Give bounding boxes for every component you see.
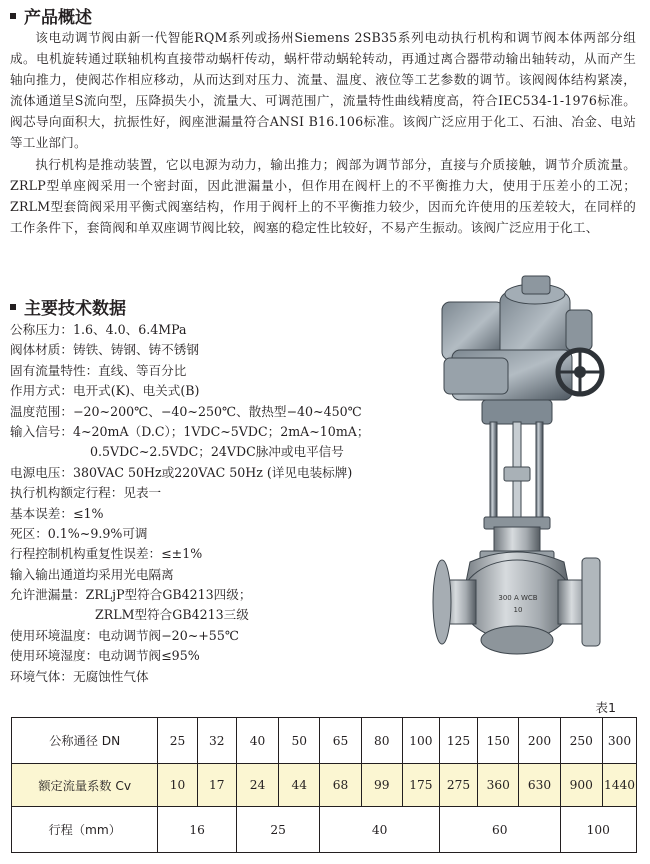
spec-item: 阀体材质：铸铁、铸钢、铸不锈钢 [10,342,199,358]
spec-item: 使用环境湿度：电动调节阀≤95% [10,648,200,664]
spec-item: 公称压力：1.6、4.0、6.4MPa [10,322,187,337]
table-header-dn: 公称通径 DN [12,718,158,764]
spec-item: 死区：0.1%~9.9%可调 [10,525,148,541]
overview-paragraph-1: 该电动调节阀由新一代智能RQM系列或扬州Siemens 2SB35系列电动执行机构和调节阀本体两部分组成。电机旋转通过联轴机构直接带动蜗杆传动，蜗杆带动蜗轮转动，再通过离合器带动输出轴转动，从而产生轴向推力，使阀芯作相应移动，从而达到对压力、流量、温度、液位等工艺参数的调节。该阀阀体结构紧凑，流体通道呈S流向型，压降损失小，流量大、可调范围广，流量特性曲线精度高，符合IEC534-1-1976标准。阀芯导向面积大，抗振性好，阀座泄漏量符合ANSI B16.106标准。该阀广泛应用于化工、石油、冶金、电站等工业部门。 [10,30,636,150]
table-row-dn [12,718,637,764]
spec-item: 允许泄漏量：ZRLjP型符合GB4213四级； [10,587,252,603]
spec-item: 电源电压：380VAC 50Hz或220VAC 50Hz (详见电装标牌) [10,464,353,480]
section-title-text: 产品概述 [24,8,92,28]
table-cell: 25 [236,807,320,853]
table-row-stroke [12,807,637,853]
table-cell: 100 [402,718,439,764]
spec-item: 执行机构额定行程：见表一 [10,485,162,501]
table-cell: 900 [560,764,602,807]
table-cell: 150 [478,718,519,764]
section-title-overview [10,3,92,28]
table-cell: 68 [320,764,361,807]
table-cell: 1440 [602,764,636,807]
table-cell: 40 [236,718,278,764]
table-cell: 125 [439,718,477,764]
table-cell: 100 [560,807,636,853]
spec-item: 作用方式：电开式(K)、电关式(B) [10,383,200,399]
table-cell: 80 [361,718,402,764]
table-cell: 24 [236,764,278,807]
valve-marking-text: 10 [513,606,523,614]
valve-marking-text: 300 A WCB [498,594,538,602]
table-header-stroke: 行程（mm） [12,807,158,853]
spec-item: 环境气体：无腐蚀性气体 [10,668,149,684]
table-cell: 250 [560,718,602,764]
electric-control-valve-photo [422,262,650,682]
overview-paragraph-2: 执行机构是推动装置，它以电源为动力，输出推力；阀部为调节部分，直接与介质接触，调节介质流量。ZRLP型单座阀采用一个密封面，因此泄漏量小，但作用在阀杆上的不平衡推力大，使用于压差小的工况；ZRLM型套筒阀采用平衡式阀塞结构，作用于阀杆上的不平衡推力较少，因而允许使用的压差较大，在同样的工作条件下，套筒阀和单双座调节阀比较，阀塞的稳定性比较好，不易产生振动。该阀广泛应用于化工、 [10,157,636,235]
square-bullet-icon [10,304,16,310]
table-cell: 32 [197,718,236,764]
table-cell: 630 [519,764,560,807]
table-cell: 360 [478,764,519,807]
table-cell: 65 [320,718,361,764]
table-cell: 17 [197,764,236,807]
table-cell: 300 [602,718,636,764]
spec-item: 输入输出通道均采用光电隔离 [10,566,174,582]
table-cell: 50 [279,718,320,764]
table-cell: 25 [158,718,197,764]
table-cell: 16 [158,807,236,853]
spec-item-continued: ZRLM型符合GB4213三级 [95,607,249,623]
table-cell: 275 [439,764,477,807]
spec-item: 行程控制机构重复性误差：≤±1% [10,546,203,562]
table-cell: 175 [402,764,439,807]
flow-table [11,717,637,853]
square-bullet-icon [10,13,16,19]
spec-item: 基本误差：≤1% [10,505,104,521]
table-label: 表1 [595,700,616,715]
section-title-specs [10,294,126,319]
spec-item: 使用环境温度：电动调节阀−20~+55℃ [10,627,239,643]
table-cell: 10 [158,764,197,807]
table-cell: 40 [320,807,440,853]
table-cell: 60 [439,807,560,853]
table-cell: 99 [361,764,402,807]
spec-item: 温度范围：−20~200℃、−40~250℃、散热型−40~450℃ [10,403,362,419]
table-cell: 200 [519,718,560,764]
table-row-cv [12,764,637,807]
spec-item: 固有流量特性：直线、等百分比 [10,362,187,378]
table-cell: 44 [279,764,320,807]
spec-item: 输入信号：4~20mA（D.C）；1VDC~5VDC；2mA~10mA； [10,423,370,439]
spec-item-continued: 0.5VDC~2.5VDC；24VDC脉冲或电平信号 [90,444,344,460]
section-title-text: 主要技术数据 [24,299,126,319]
table-header-cv: 额定流量系数 Cv [12,764,158,807]
spec-list [10,320,420,687]
